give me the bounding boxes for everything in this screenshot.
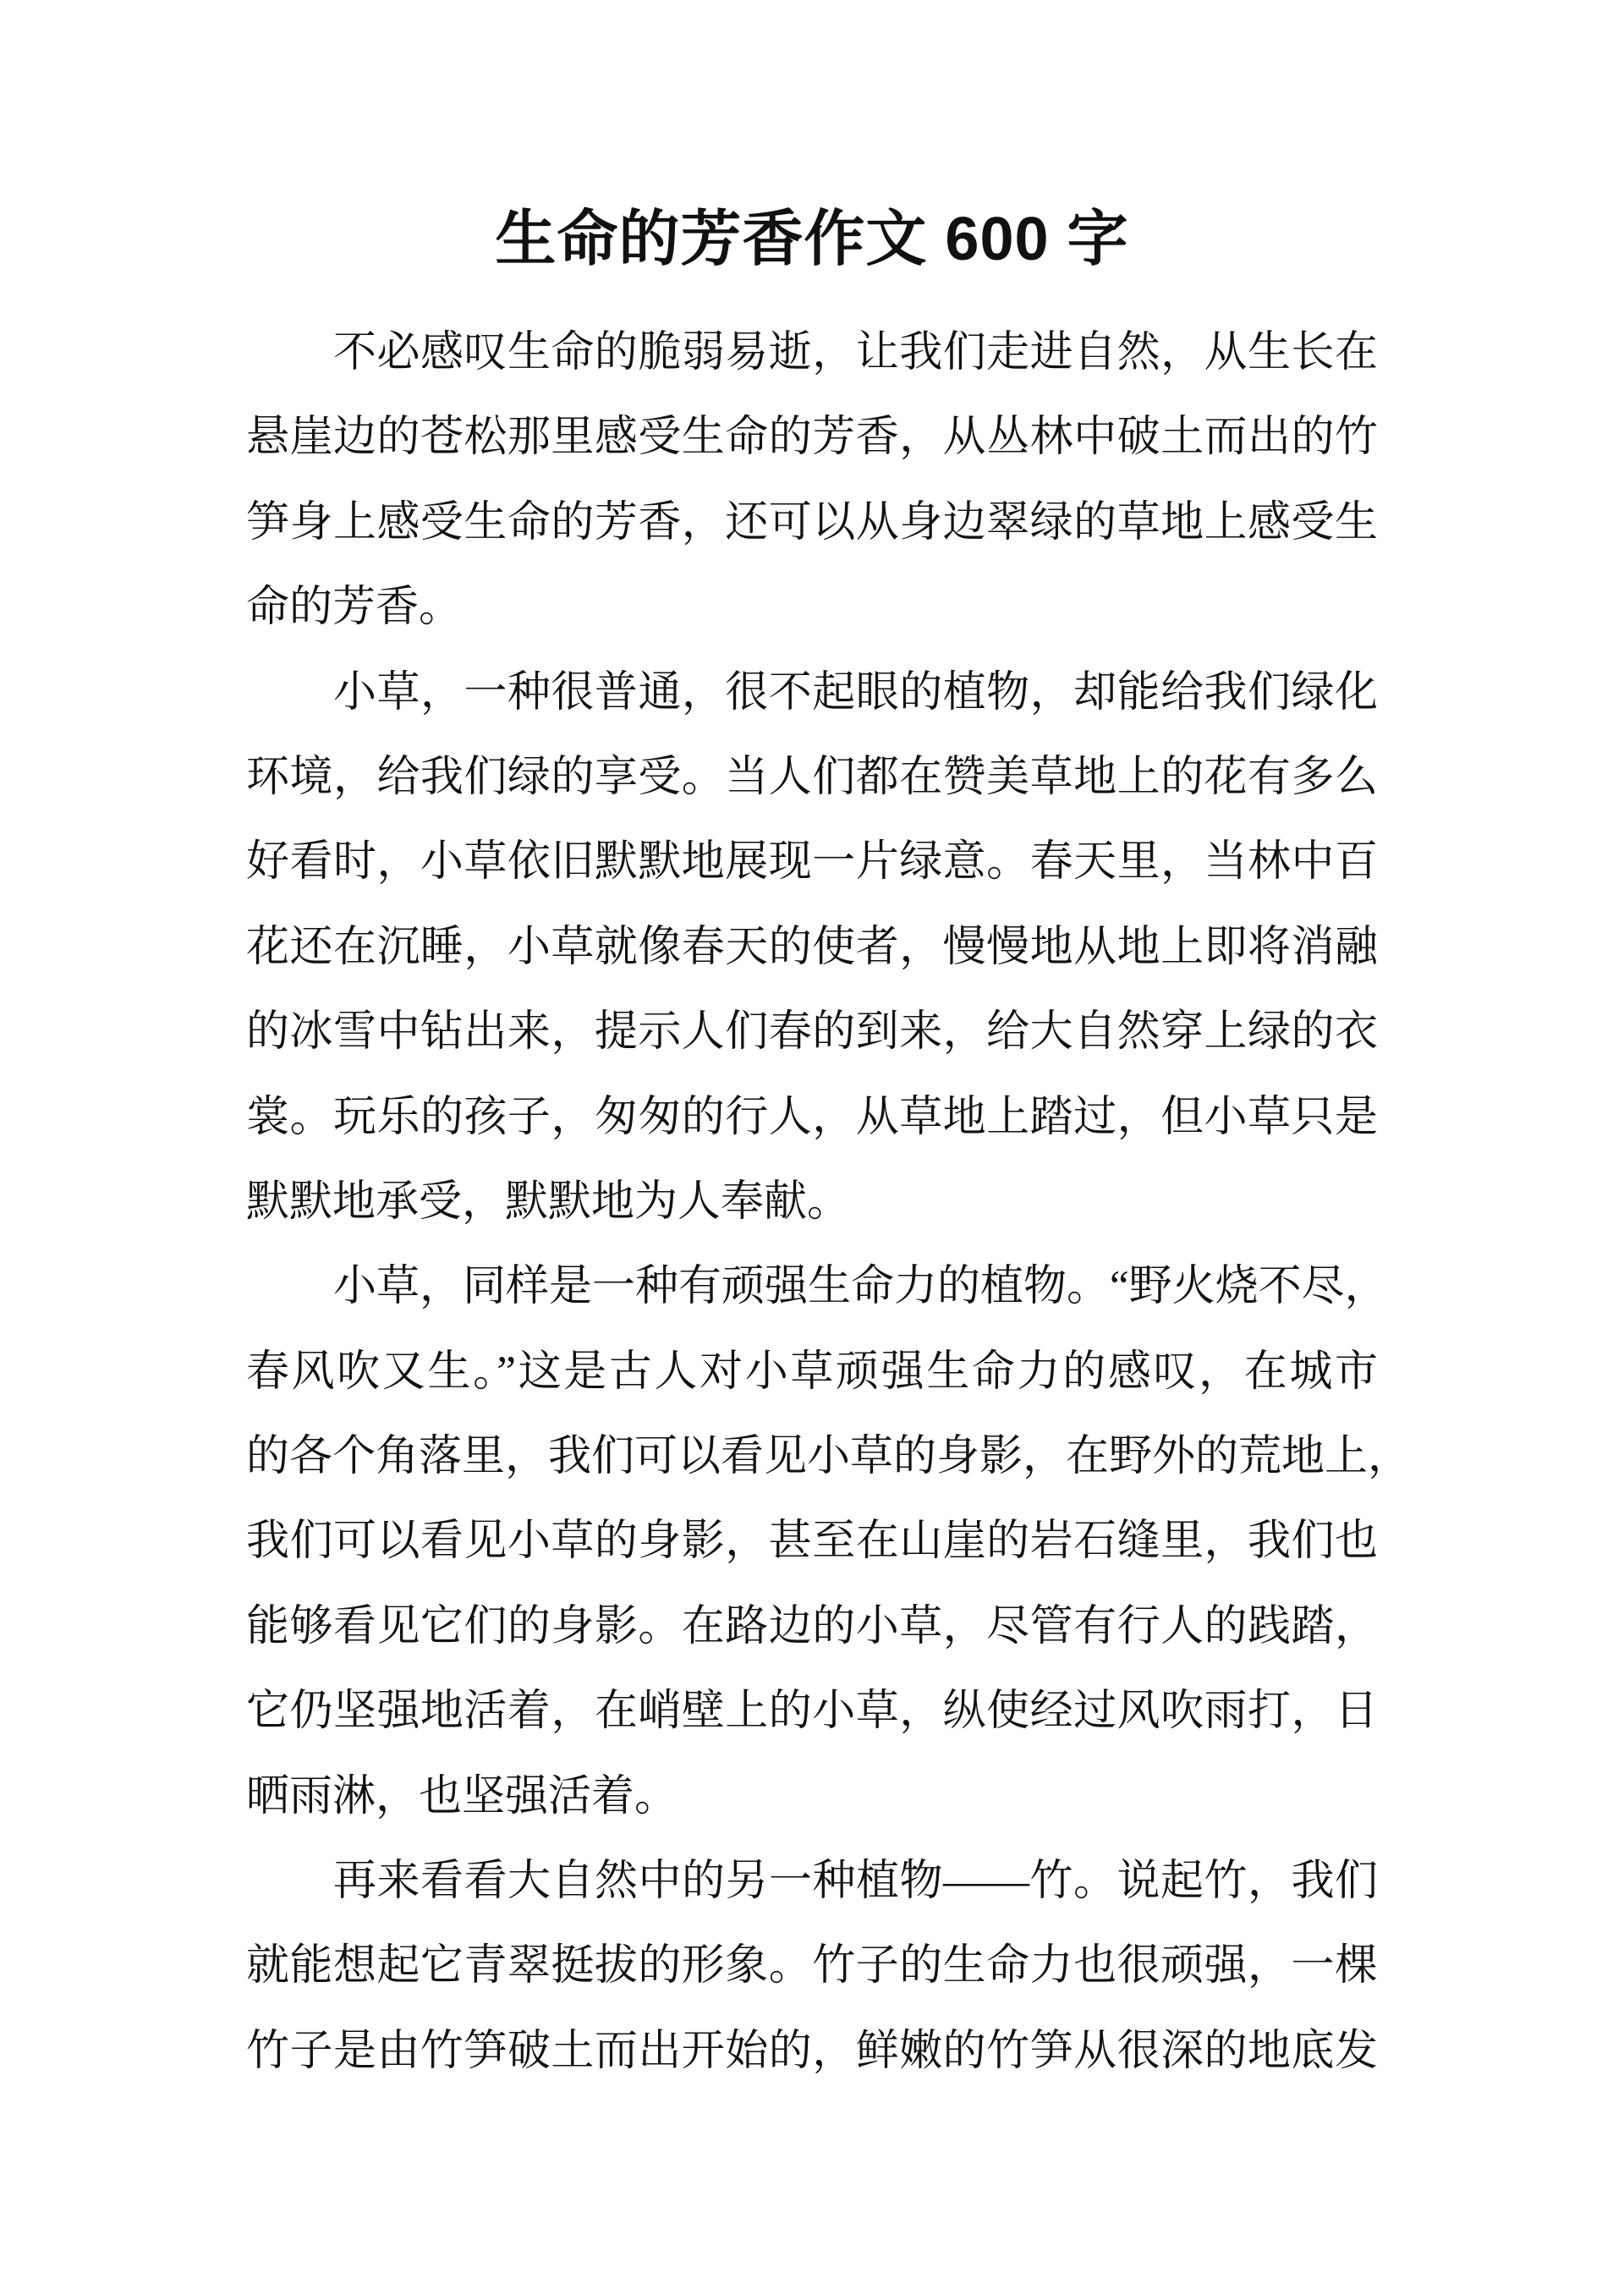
text-line: 的各个角落里，我们可以看见小草的身影，在野外的荒地上， — [246, 1433, 1412, 1481]
text-line: 好看时，小草依旧默默地展现一片绿意。春天里，当林中百 — [246, 838, 1378, 887]
paragraph — [246, 1244, 1412, 1839]
text-line: 不必感叹生命的脆弱易逝，让我们走进自然，从生长在 — [333, 329, 1378, 376]
text-line: 笋身上感受生命的芳香，还可以从身边翠绿的草地上感受生 — [246, 498, 1378, 546]
text-line: 小草，同样是一种有顽强生命力的植物。“野火烧不尽， — [333, 1263, 1388, 1311]
text-line: 我们可以看见小草的身影，甚至在山崖的岩石缝里，我们也 — [246, 1518, 1378, 1566]
text-line: 就能想起它青翠挺拔的形象。竹子的生命力也很顽强，一棵 — [246, 1942, 1378, 1990]
essay-body — [246, 310, 1412, 2094]
text-line: 裳。玩乐的孩子，匆匆的行人，从草地上踏过，但小草只是 — [246, 1093, 1378, 1141]
paragraph — [246, 310, 1378, 651]
text-line: 花还在沉睡，小草就像春天的使者，慢慢地从地上即将消融 — [246, 923, 1378, 971]
document-title: 生命的芳香作文 600 字 — [495, 206, 1129, 273]
text-line: 悬崖边的苍松那里感受生命的芳香，从丛林中破土而出的竹 — [246, 414, 1378, 462]
text-line: 的冰雪中钻出来，提示人们春的到来，给大自然穿上绿的衣 — [246, 1008, 1378, 1057]
text-line: 能够看见它们的身影。在路边的小草，尽管有行人的践踏， — [246, 1602, 1378, 1650]
paragraph — [246, 1839, 1378, 2094]
text-line: 春风吹又生。”这是古人对小草顽强生命力的感叹，在城市 — [246, 1348, 1378, 1396]
text-line: 竹子是由竹笋破土而出开始的，鲜嫩的竹笋从很深的地底发 — [246, 2027, 1378, 2075]
text-line: 它仍坚强地活着，在峭壁上的小草，纵使经过风吹雨打，日 — [246, 1688, 1378, 1736]
text-line: 默默地承受，默默地为人奉献。 — [246, 1178, 851, 1226]
text-line: 环境，给我们绿的享受。当人们都在赞美草地上的花有多么 — [246, 753, 1378, 801]
text-line: 晒雨淋，也坚强活着。 — [246, 1772, 678, 1820]
paragraph — [246, 651, 1378, 1245]
text-line: 再来看看大自然中的另一种植物——竹。说起竹，我们 — [333, 1858, 1378, 1906]
text-line: 小草，一种很普通，很不起眼的植物，却能给我们绿化 — [333, 668, 1378, 717]
text-line: 命的芳香。 — [246, 584, 463, 632]
